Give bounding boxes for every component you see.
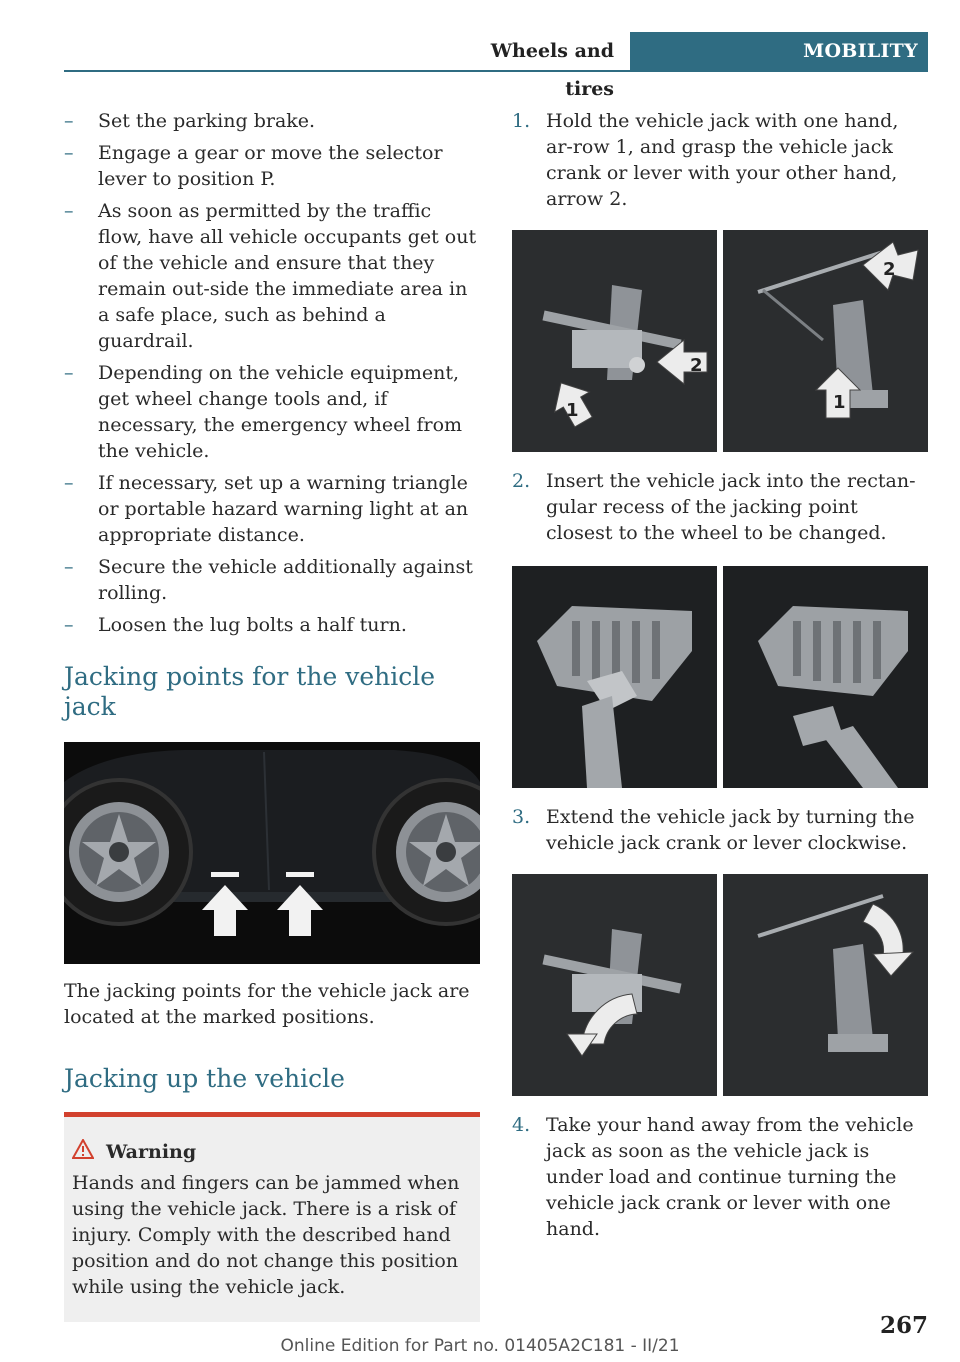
steps-list xyxy=(512,804,928,856)
photo-panel xyxy=(723,566,928,788)
steps-list xyxy=(512,108,928,212)
step-item: 3. Extend the vehicle jack by turning the vehicle jack crank or lever clockwise. xyxy=(512,806,915,854)
header-rule xyxy=(64,70,928,72)
steps-list xyxy=(512,1112,928,1242)
list-item: – As soon as permitted by the traffic flow, have all vehicle occupants get out of the vehicle and ensure that they remain out‐side the immediate area in a safe place, such as behind a guardrail. xyxy=(64,200,477,352)
left-column xyxy=(64,108,480,1322)
arrow-label: 1 xyxy=(566,400,579,421)
preparation-list xyxy=(64,108,480,638)
warning-box xyxy=(64,1112,480,1322)
warning-text: Hands and fingers can be jammed when using the vehicle jack. There is a risk of injury. Comply with the described hand position and do not change this position while using the vehicle jack. xyxy=(72,1172,460,1298)
photo-panel xyxy=(723,874,928,1096)
arrow-label: 2 xyxy=(883,259,896,280)
section-title: Wheels and tires xyxy=(490,40,614,100)
step-item: 2. Insert the vehicle jack into the rectan‐gular recess of the jacking point closest to the wheel to be changed. xyxy=(512,470,916,544)
list-item: – Set the parking brake. xyxy=(64,110,316,132)
chapter-tab: MOBILITY xyxy=(630,32,928,70)
photo-panel xyxy=(723,230,928,452)
list-item: – Secure the vehicle additionally against rolling. xyxy=(64,556,473,604)
jack-hold-photos xyxy=(512,230,928,452)
warning-title: Warning xyxy=(106,1140,197,1163)
photo-panel xyxy=(512,874,717,1096)
step-item: 1. Hold the vehicle jack with one hand, ar‐row 1, and grasp the vehicle jack crank or lever with your other hand, arrow 2. xyxy=(512,110,899,210)
warning-triangle-icon xyxy=(72,1139,106,1164)
arrow-label: 1 xyxy=(833,392,846,413)
steps-list xyxy=(512,468,928,546)
list-item: – Engage a gear or move the selector lever to position P. xyxy=(64,142,443,190)
photo-panel xyxy=(512,230,717,452)
list-item: – If necessary, set up a warning triangle or portable hazard warning light at an appropriate distance. xyxy=(64,472,469,546)
edition-footer: Online Edition for Part no. 01405A2C181 - II/21 xyxy=(280,1336,680,1356)
arrow-label: 2 xyxy=(690,355,703,376)
jacking-points-photo xyxy=(64,742,480,964)
jacking-points-text: The jacking points for the vehicle jack are located at the marked positions. xyxy=(64,980,470,1028)
photo-panel xyxy=(512,566,717,788)
heading-jacking-points: Jacking points for the vehicle jack xyxy=(64,662,435,721)
heading-jacking-up: Jacking up the vehicle xyxy=(64,1064,345,1093)
jack-extend-photos xyxy=(512,874,928,1096)
warning-heading xyxy=(72,1139,472,1164)
right-column xyxy=(512,108,928,1242)
jack-insert-photos xyxy=(512,566,928,788)
list-item: – Loosen the lug bolts a half turn. xyxy=(64,614,407,636)
step-item: 4. Take your hand away from the vehicle jack as soon as the vehicle jack is under load and continue turning the vehicle jack crank or lever with one hand. xyxy=(512,1114,914,1240)
list-item: – Depending on the vehicle equipment, get wheel change tools and, if necessary, the emergency wheel from the vehicle. xyxy=(64,362,463,462)
page-number: 267 xyxy=(879,1312,928,1339)
